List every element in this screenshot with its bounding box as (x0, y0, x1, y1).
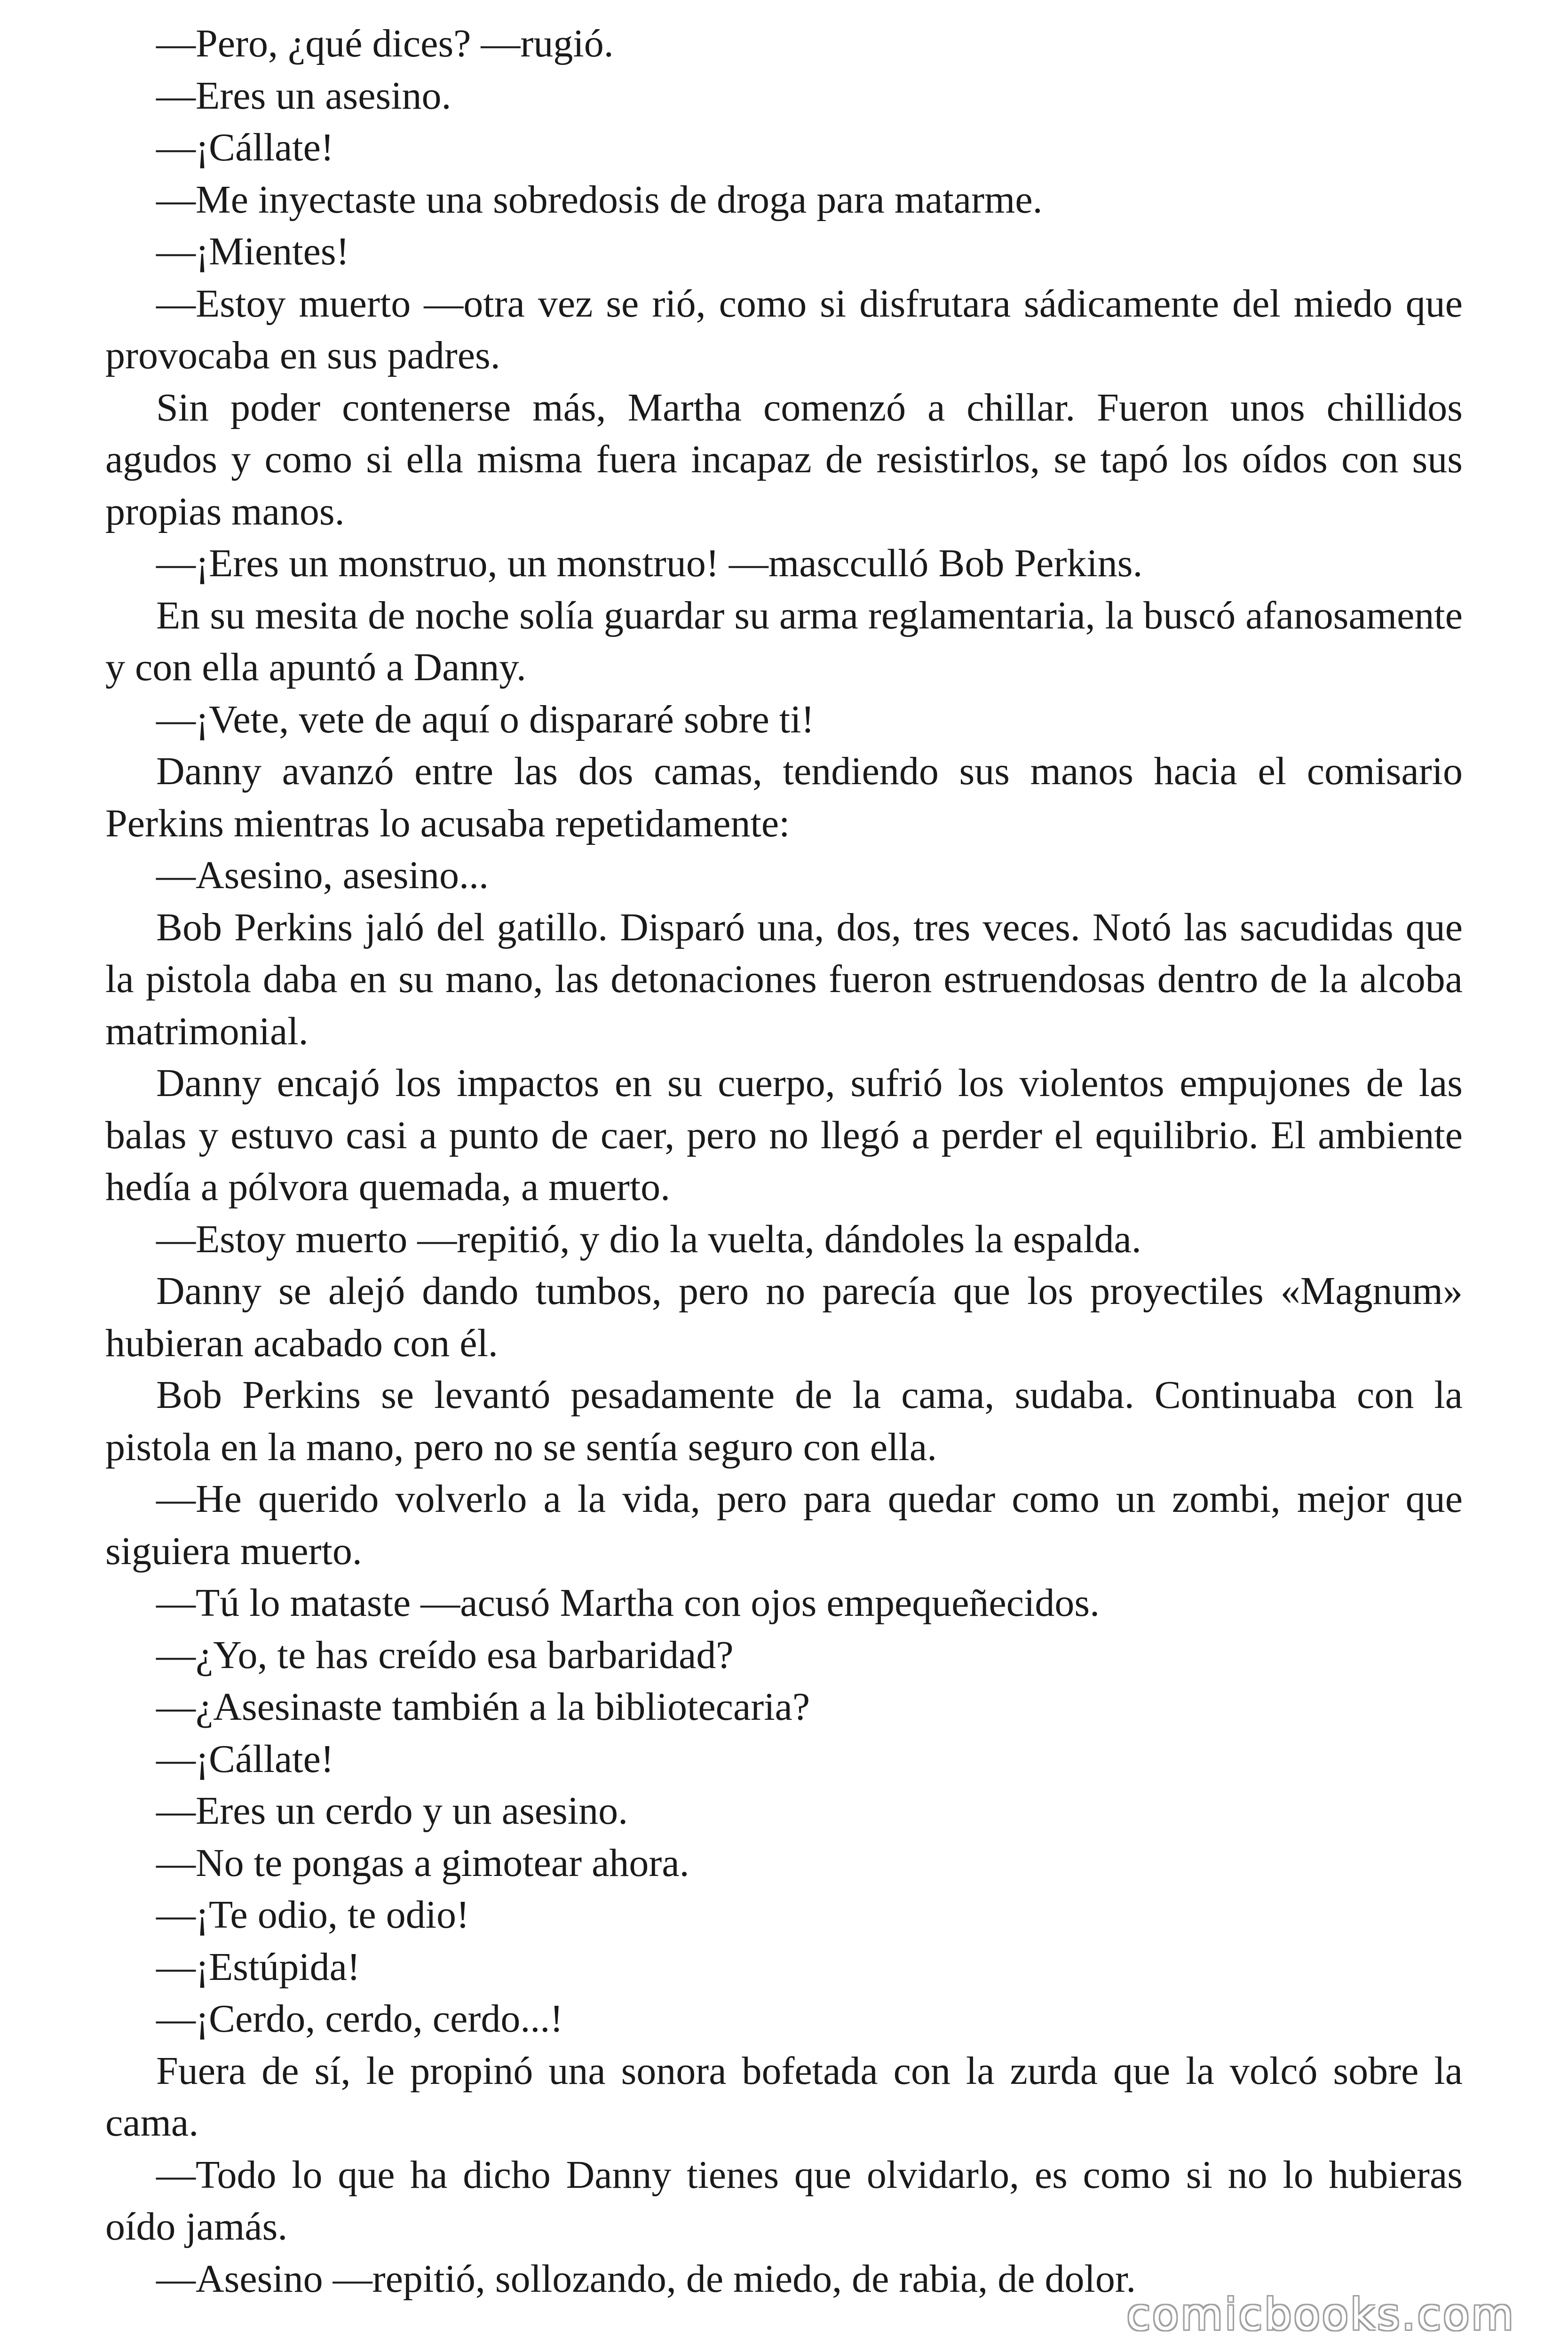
paragraph: —Me inyectaste una sobredosis de droga para matarme. (156, 177, 1043, 222)
paragraph: —Eres un cerdo y un asesino. (156, 1789, 628, 1833)
paragraph: Danny avanzó entre las dos camas, tendiendo sus manos hacia el comisario Perkins mientras lo acusaba repetidamente: (105, 749, 1463, 845)
paragraph: —Asesino, asesino... (156, 853, 489, 897)
paragraph: —Todo lo que ha dicho Danny tienes que olvidarlo, es como si no lo hubieras oído jamás. (105, 2153, 1463, 2249)
paragraph: —Estoy muerto —repitió, y dio la vuelta, dándoles la espalda. (156, 1217, 1141, 1261)
paragraph: —Pero, ¿qué dices? —rugió. (156, 22, 614, 65)
paragraph: —¡Te odio, te odio! (156, 1893, 469, 1937)
paragraph: Danny se alejó dando tumbos, pero no parecía que los proyectiles «Magnum» hubieran acabado con él. (105, 1269, 1463, 1365)
paragraph: —Asesino —repitió, sollozando, de miedo, de rabia, de dolor. (156, 2257, 1136, 2301)
paragraph: —¿Yo, te has creído esa barbaridad? (156, 1633, 734, 1677)
page-body (105, 18, 1463, 2305)
paragraph: Danny encajó los impactos en su cuerpo, sufrió los violentos empujones de las balas y estuvo casi a punto de caer, pero no llegó a perder el equilibrio. El ambiente hedía a pólvora quemada, a muerto. (105, 1061, 1463, 1209)
paragraph: En su mesita de noche solía guardar su arma reglamentaria, la buscó afanosamente y con ella apuntó a Danny. (105, 593, 1463, 689)
paragraph: —¿Asesinaste también a la bibliotecaria? (156, 1685, 810, 1729)
paragraph: —¡Cállate! (156, 1737, 334, 1781)
watermark: comicbooks.com (1126, 2289, 1515, 2340)
paragraph: —¡Estúpida! (156, 1945, 360, 1989)
paragraph: —¡Eres un monstruo, un monstruo! —mascculló Bob Perkins. (156, 541, 1143, 585)
paragraph: Sin poder contenerse más, Martha comenzó a chillar. Fueron unos chillidos agudos y como si ella misma fuera incapaz de resistirlos, se tapó los oídos con sus propias manos. (105, 385, 1463, 533)
paragraph: —¡Vete, vete de aquí o dispararé sobre ti! (156, 697, 815, 741)
paragraph: Fuera de sí, le propinó una sonora bofetada con la zurda que la volcó sobre la cama. (105, 2049, 1463, 2145)
paragraph: —Estoy muerto —otra vez se rió, como si disfrutara sádicamente del miedo que provocaba en sus padres. (105, 281, 1463, 377)
paragraph: —¡Cállate! (156, 126, 334, 169)
paragraph: Bob Perkins se levantó pesadamente de la cama, sudaba. Continuaba con la pistola en la mano, pero no se sentía seguro con ella. (105, 1373, 1463, 1469)
paragraph: —Tú lo mataste —acusó Martha con ojos empequeñecidos. (156, 1581, 1100, 1625)
paragraph: Bob Perkins jaló del gatillo. Disparó una, dos, tres veces. Notó las sacudidas que la pistola daba en su mano, las detonaciones fueron estruendosas dentro de la alcoba matrimonial. (105, 905, 1463, 1053)
paragraph: —He querido volverlo a la vida, pero para quedar como un zombi, mejor que siguiera muerto. (105, 1477, 1463, 1573)
paragraph: —Eres un asesino. (156, 73, 451, 118)
paragraph: —No te pongas a gimotear ahora. (156, 1841, 689, 1885)
paragraph: —¡Cerdo, cerdo, cerdo...! (156, 1997, 563, 2041)
paragraph: —¡Mientes! (156, 230, 349, 273)
